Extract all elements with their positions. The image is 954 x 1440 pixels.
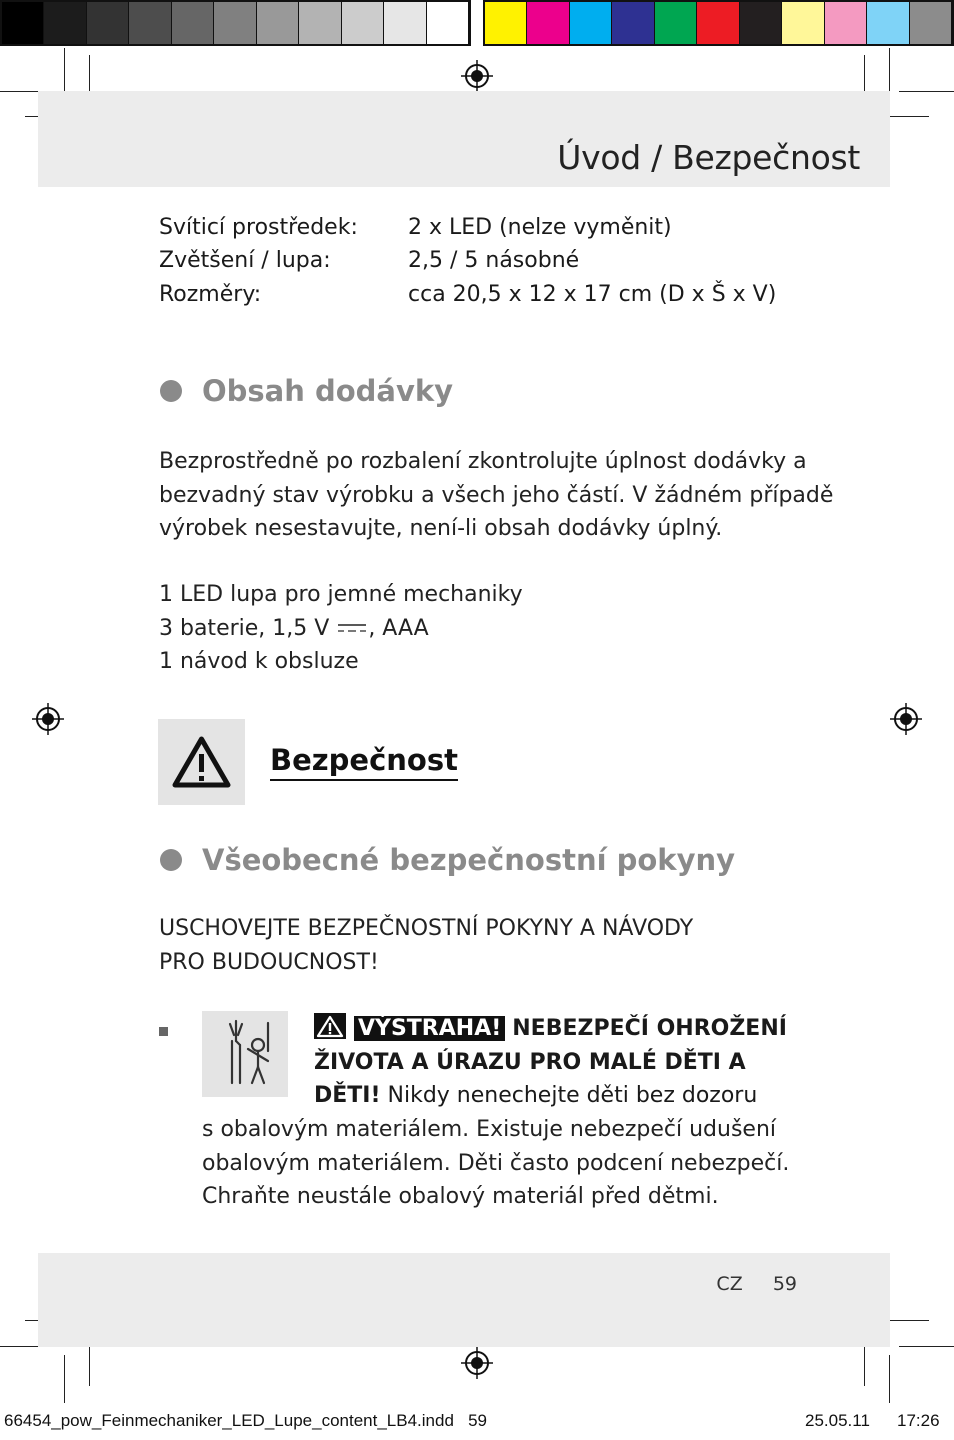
list-item: 3 baterie, 1,5 V , AAA	[159, 615, 429, 641]
spec-label: Svíticí prostředek:	[159, 215, 358, 240]
color-swatch	[697, 2, 739, 44]
delivery-items	[159, 578, 523, 679]
color-swatch	[910, 2, 952, 44]
paragraph-line: Chraňte neustále obalový materiál před dětmi.	[202, 1184, 719, 1209]
warning-line-1	[314, 1012, 787, 1046]
color-swatch	[299, 2, 341, 44]
color-swatch	[655, 2, 697, 44]
child-hazard-box	[202, 1011, 288, 1097]
footer-info	[716, 1273, 797, 1295]
color-swatch	[87, 2, 129, 44]
color-swatch	[612, 2, 654, 44]
warning-label: VÝSTRAHA!	[354, 1016, 505, 1041]
registration-mark-icon	[890, 703, 922, 735]
warning-text: Nikdy nenechejte děti bez dozoru	[380, 1083, 758, 1108]
color-swatch	[257, 2, 299, 44]
section-heading-delivery	[160, 373, 453, 409]
slug-time: 17:26	[897, 1411, 940, 1430]
paragraph-line: výrobek nesestavujte, není-li obsah dodávky úplný.	[159, 516, 723, 541]
crop-mark	[889, 48, 890, 96]
color-swatch	[825, 2, 867, 44]
paragraph-line: Bezprostředně po rozbalení zkontrolujte úplnost dodávky a	[159, 449, 807, 474]
crop-mark	[64, 1355, 65, 1403]
color-bar-process	[483, 0, 954, 46]
color-swatch	[172, 2, 214, 44]
page-title: Úvod / Bezpečnost	[557, 138, 860, 177]
list-item: 1 LED lupa pro jemné mechaniky	[159, 582, 523, 607]
warning-paragraph	[202, 1113, 789, 1214]
caps-line: PRO BUDOUCNOST!	[159, 949, 379, 975]
warning-triangle-icon	[158, 719, 245, 805]
warning-bold: NEBEZPEČÍ OHROŽENÍ	[512, 1016, 787, 1041]
bullet-dot-icon	[160, 380, 182, 402]
warning-bold: DĚTI!	[314, 1083, 381, 1108]
spec-value: 2,5 / 5 násobné	[408, 248, 580, 273]
color-swatch	[214, 2, 256, 44]
crop-mark	[899, 91, 954, 92]
spec-value: 2 x LED (nelze vyměnit)	[408, 215, 672, 240]
warning-line-2: ŽIVOTA A ÚRAZU PRO MALÉ DĚTI A	[314, 1050, 746, 1075]
crop-mark	[884, 116, 929, 117]
color-swatch	[44, 2, 86, 44]
safety-heading: Bezpečnost	[270, 742, 458, 781]
color-swatch	[342, 2, 384, 44]
spec-value: cca 20,5 x 12 x 17 cm (D x Š x V)	[408, 282, 777, 307]
spec-label: Rozměry:	[159, 282, 262, 307]
language-code: CZ	[716, 1273, 743, 1295]
delivery-paragraph	[159, 445, 833, 546]
page-number: 59	[772, 1273, 797, 1295]
warning-small-triangle-icon	[314, 1013, 346, 1039]
color-swatch	[740, 2, 782, 44]
crop-mark	[899, 1346, 954, 1347]
footer-band	[38, 1253, 890, 1347]
dc-current-icon	[336, 621, 368, 635]
warning-line-3	[314, 1079, 757, 1113]
registration-mark-icon	[461, 1347, 493, 1379]
crop-mark	[884, 1320, 929, 1321]
registration-mark-icon	[461, 60, 493, 92]
list-item: 1 návod k obsluze	[159, 649, 359, 674]
caps-note	[159, 912, 693, 979]
color-swatch	[427, 2, 469, 44]
color-swatch	[570, 2, 612, 44]
warning-box	[158, 719, 245, 805]
section-heading-general	[160, 842, 735, 878]
square-bullet-icon	[159, 1027, 168, 1036]
color-swatch	[527, 2, 569, 44]
color-swatch	[384, 2, 426, 44]
child-hazard-icon	[202, 1011, 288, 1097]
bullet-dot-icon	[160, 849, 182, 871]
color-swatch	[485, 2, 527, 44]
general-heading: Všeobecné bezpečnostní pokyny	[202, 843, 736, 877]
slug-date: 25.05.11	[805, 1411, 870, 1430]
color-swatch	[129, 2, 171, 44]
caps-line: USCHOVEJTE BEZPEČNOSTNÍ POKYNY A NÁVODY	[159, 916, 694, 941]
color-swatch	[867, 2, 909, 44]
delivery-heading: Obsah dodávky	[202, 374, 454, 408]
color-swatch	[2, 2, 44, 44]
spec-label: Zvětšení / lupa:	[159, 248, 331, 273]
color-bar-grays	[0, 0, 471, 46]
paragraph-line: bezvadný stav výrobku a všech jeho částí. V žádném případě	[159, 482, 834, 508]
paragraph-line: s obalovým materiálem. Existuje nebezpečí udušení	[202, 1117, 777, 1142]
slug-file: 66454_pow_Feinmechaniker_LED_Lupe_content_LB4.indd 59	[4, 1411, 487, 1430]
paragraph-line: obalovým materiálem. Děti často podcení nebezpečí.	[202, 1150, 790, 1176]
color-swatch	[782, 2, 824, 44]
crop-mark	[889, 1355, 890, 1403]
registration-mark-icon	[32, 703, 64, 735]
crop-mark	[64, 48, 65, 96]
